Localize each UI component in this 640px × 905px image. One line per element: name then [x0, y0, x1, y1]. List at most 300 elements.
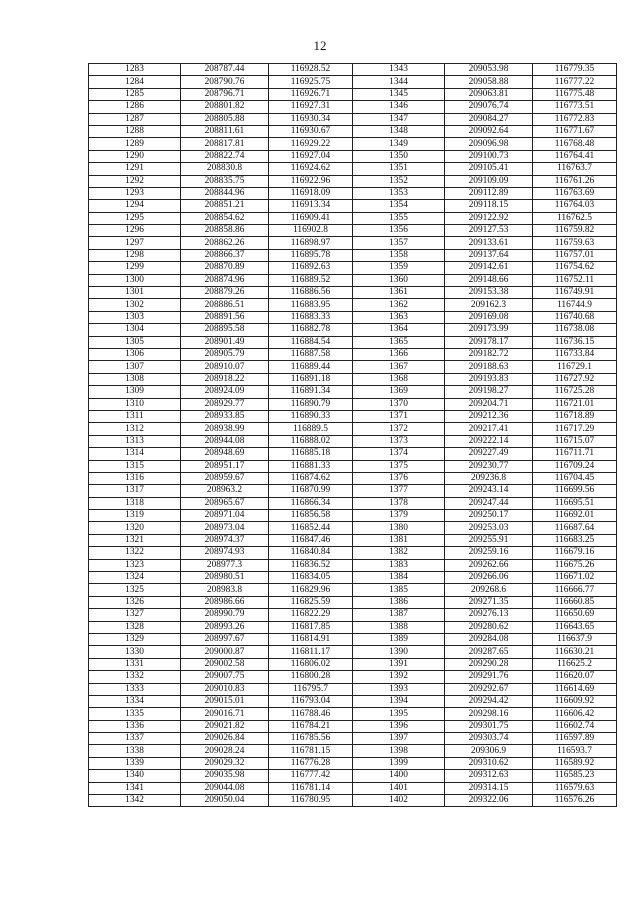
point-number-right: 1384 — [353, 572, 445, 584]
point-number-right: 1394 — [353, 695, 445, 707]
point-number-left: 1295 — [89, 212, 181, 224]
x-coordinate-right: 209303.74 — [445, 733, 533, 745]
point-number-right: 1387 — [353, 609, 445, 621]
point-number-left: 1336 — [89, 720, 181, 732]
y-coordinate-right: 116733.84 — [533, 348, 617, 360]
y-coordinate-right: 116671.02 — [533, 572, 617, 584]
point-number-left: 1291 — [89, 163, 181, 175]
table-row — [89, 584, 617, 596]
point-number-right: 1379 — [353, 510, 445, 522]
table-row — [89, 448, 617, 460]
table-row — [89, 534, 617, 546]
y-coordinate-left: 116885.18 — [269, 448, 353, 460]
x-coordinate-left: 208817.81 — [181, 138, 269, 150]
y-coordinate-left: 116883.33 — [269, 311, 353, 323]
x-coordinate-right: 209290.28 — [445, 658, 533, 670]
x-coordinate-left: 208983.8 — [181, 584, 269, 596]
point-number-right: 1377 — [353, 485, 445, 497]
x-coordinate-left: 208924.09 — [181, 386, 269, 398]
y-coordinate-right: 116606.42 — [533, 708, 617, 720]
y-coordinate-right: 116740.68 — [533, 311, 617, 323]
y-coordinate-left: 116795.7 — [269, 683, 353, 695]
y-coordinate-left: 116889.5 — [269, 423, 353, 435]
point-number-right: 1366 — [353, 348, 445, 360]
table-row — [89, 646, 617, 658]
point-number-left: 1306 — [89, 348, 181, 360]
x-coordinate-right: 209133.61 — [445, 237, 533, 249]
table-row — [89, 485, 617, 497]
table-row — [89, 324, 617, 336]
x-coordinate-right: 209291.76 — [445, 671, 533, 683]
point-number-left: 1317 — [89, 485, 181, 497]
table-row — [89, 596, 617, 608]
table-row — [89, 683, 617, 695]
table-row — [89, 88, 617, 100]
x-coordinate-right: 209230.77 — [445, 460, 533, 472]
y-coordinate-right: 116643.65 — [533, 621, 617, 633]
point-number-right: 1364 — [353, 324, 445, 336]
x-coordinate-right: 209100.73 — [445, 150, 533, 162]
x-coordinate-right: 209096.98 — [445, 138, 533, 150]
x-coordinate-left: 208951.17 — [181, 460, 269, 472]
point-number-left: 1315 — [89, 460, 181, 472]
x-coordinate-left: 209000.87 — [181, 646, 269, 658]
table-row — [89, 287, 617, 299]
y-coordinate-left: 116888.02 — [269, 435, 353, 447]
point-number-right: 1390 — [353, 646, 445, 658]
table-row — [89, 175, 617, 187]
x-coordinate-right: 209222.14 — [445, 435, 533, 447]
x-coordinate-right: 209322.06 — [445, 795, 533, 807]
point-number-right: 1401 — [353, 782, 445, 794]
point-number-right: 1391 — [353, 658, 445, 670]
table-row — [89, 125, 617, 137]
point-number-left: 1330 — [89, 646, 181, 658]
point-number-right: 1392 — [353, 671, 445, 683]
point-number-right: 1402 — [353, 795, 445, 807]
table-row — [89, 113, 617, 125]
y-coordinate-left: 116930.34 — [269, 113, 353, 125]
x-coordinate-right: 209280.62 — [445, 621, 533, 633]
x-coordinate-left: 208844.96 — [181, 187, 269, 199]
y-coordinate-left: 116929.22 — [269, 138, 353, 150]
table-row — [89, 460, 617, 472]
y-coordinate-right: 116660.85 — [533, 596, 617, 608]
x-coordinate-left: 208822.74 — [181, 150, 269, 162]
x-coordinate-left: 208905.79 — [181, 348, 269, 360]
x-coordinate-right: 209243.14 — [445, 485, 533, 497]
point-number-left: 1307 — [89, 361, 181, 373]
point-number-left: 1318 — [89, 497, 181, 509]
point-number-right: 1375 — [353, 460, 445, 472]
x-coordinate-left: 208990.79 — [181, 609, 269, 621]
y-coordinate-right: 116620.07 — [533, 671, 617, 683]
y-coordinate-right: 116679.16 — [533, 547, 617, 559]
point-number-left: 1286 — [89, 101, 181, 113]
point-number-right: 1350 — [353, 150, 445, 162]
y-coordinate-right: 116757.01 — [533, 249, 617, 261]
table-row — [89, 138, 617, 150]
x-coordinate-right: 209173.99 — [445, 324, 533, 336]
point-number-right: 1371 — [353, 410, 445, 422]
x-coordinate-left: 208879.26 — [181, 287, 269, 299]
y-coordinate-left: 116814.91 — [269, 633, 353, 645]
y-coordinate-left: 116817.85 — [269, 621, 353, 633]
point-number-right: 1370 — [353, 398, 445, 410]
y-coordinate-left: 116852.44 — [269, 522, 353, 534]
point-number-right: 1362 — [353, 299, 445, 311]
x-coordinate-right: 209287.65 — [445, 646, 533, 658]
point-number-left: 1335 — [89, 708, 181, 720]
x-coordinate-right: 209188.63 — [445, 361, 533, 373]
x-coordinate-left: 209026.84 — [181, 733, 269, 745]
y-coordinate-left: 116856.58 — [269, 510, 353, 522]
y-coordinate-right: 116779.35 — [533, 64, 617, 76]
point-number-left: 1326 — [89, 596, 181, 608]
y-coordinate-right: 116637.9 — [533, 633, 617, 645]
point-number-right: 1352 — [353, 175, 445, 187]
y-coordinate-left: 116866.34 — [269, 497, 353, 509]
y-coordinate-left: 116811.17 — [269, 646, 353, 658]
coordinates-table — [88, 63, 617, 807]
y-coordinate-right: 116752.11 — [533, 274, 617, 286]
x-coordinate-right: 209298.16 — [445, 708, 533, 720]
x-coordinate-left: 208790.76 — [181, 76, 269, 88]
x-coordinate-left: 208851.21 — [181, 200, 269, 212]
point-number-right: 1372 — [353, 423, 445, 435]
x-coordinate-left: 208959.67 — [181, 472, 269, 484]
y-coordinate-right: 116576.26 — [533, 795, 617, 807]
point-number-right: 1373 — [353, 435, 445, 447]
table-row — [89, 472, 617, 484]
y-coordinate-right: 116666.77 — [533, 584, 617, 596]
x-coordinate-right: 209153.38 — [445, 287, 533, 299]
table-row — [89, 633, 617, 645]
point-number-left: 1300 — [89, 274, 181, 286]
point-number-right: 1388 — [353, 621, 445, 633]
y-coordinate-right: 116729.1 — [533, 361, 617, 373]
x-coordinate-right: 209063.81 — [445, 88, 533, 100]
point-number-left: 1302 — [89, 299, 181, 311]
x-coordinate-left: 209007.75 — [181, 671, 269, 683]
table-row — [89, 249, 617, 261]
y-coordinate-right: 116764.03 — [533, 200, 617, 212]
point-number-right: 1359 — [353, 262, 445, 274]
table-row — [89, 733, 617, 745]
x-coordinate-left: 208830.8 — [181, 163, 269, 175]
point-number-right: 1365 — [353, 336, 445, 348]
y-coordinate-left: 116892.63 — [269, 262, 353, 274]
y-coordinate-left: 116840.84 — [269, 547, 353, 559]
table-row — [89, 311, 617, 323]
point-number-right: 1395 — [353, 708, 445, 720]
point-number-right: 1353 — [353, 187, 445, 199]
x-coordinate-right: 209122.92 — [445, 212, 533, 224]
table-row — [89, 510, 617, 522]
table-row — [89, 559, 617, 571]
x-coordinate-left: 208997.67 — [181, 633, 269, 645]
x-coordinate-right: 209198.27 — [445, 386, 533, 398]
x-coordinate-left: 209016.71 — [181, 708, 269, 720]
table-row — [89, 299, 617, 311]
y-coordinate-left: 116889.44 — [269, 361, 353, 373]
y-coordinate-left: 116891.34 — [269, 386, 353, 398]
y-coordinate-left: 116887.58 — [269, 348, 353, 360]
table-row — [89, 274, 617, 286]
y-coordinate-right: 116762.5 — [533, 212, 617, 224]
y-coordinate-left: 116882.78 — [269, 324, 353, 336]
y-coordinate-left: 116928.52 — [269, 64, 353, 76]
y-coordinate-right: 116718.89 — [533, 410, 617, 422]
point-number-right: 1357 — [353, 237, 445, 249]
table-row — [89, 708, 617, 720]
y-coordinate-right: 116759.82 — [533, 225, 617, 237]
y-coordinate-left: 116927.31 — [269, 101, 353, 113]
x-coordinate-left: 208886.51 — [181, 299, 269, 311]
point-number-left: 1338 — [89, 745, 181, 757]
point-number-left: 1289 — [89, 138, 181, 150]
y-coordinate-left: 116909.41 — [269, 212, 353, 224]
x-coordinate-left: 209021.82 — [181, 720, 269, 732]
y-coordinate-left: 116913.34 — [269, 200, 353, 212]
y-coordinate-left: 116847.46 — [269, 534, 353, 546]
x-coordinate-right: 209137.64 — [445, 249, 533, 261]
x-coordinate-right: 209276.13 — [445, 609, 533, 621]
x-coordinate-right: 209227.49 — [445, 448, 533, 460]
point-number-left: 1313 — [89, 435, 181, 447]
table-row — [89, 262, 617, 274]
point-number-right: 1355 — [353, 212, 445, 224]
y-coordinate-left: 116788.46 — [269, 708, 353, 720]
x-coordinate-right: 209268.6 — [445, 584, 533, 596]
x-coordinate-left: 208993.26 — [181, 621, 269, 633]
table-row — [89, 237, 617, 249]
point-number-right: 1360 — [353, 274, 445, 286]
coordinates-table-body — [89, 64, 617, 807]
table-row — [89, 757, 617, 769]
y-coordinate-right: 116650.69 — [533, 609, 617, 621]
y-coordinate-left: 116781.14 — [269, 782, 353, 794]
table-row — [89, 547, 617, 559]
y-coordinate-right: 116736.15 — [533, 336, 617, 348]
point-number-right: 1363 — [353, 311, 445, 323]
table-row — [89, 410, 617, 422]
point-number-right: 1349 — [353, 138, 445, 150]
y-coordinate-right: 116711.71 — [533, 448, 617, 460]
point-number-right: 1389 — [353, 633, 445, 645]
table-row — [89, 745, 617, 757]
point-number-right: 1386 — [353, 596, 445, 608]
table-row — [89, 658, 617, 670]
x-coordinate-right: 209253.03 — [445, 522, 533, 534]
x-coordinate-left: 208801.82 — [181, 101, 269, 113]
point-number-right: 1351 — [353, 163, 445, 175]
table-row — [89, 386, 617, 398]
x-coordinate-right: 209294.42 — [445, 695, 533, 707]
point-number-left: 1340 — [89, 770, 181, 782]
table-row — [89, 150, 617, 162]
table-row — [89, 609, 617, 621]
y-coordinate-right: 116775.48 — [533, 88, 617, 100]
point-number-left: 1308 — [89, 373, 181, 385]
table-row — [89, 336, 617, 348]
x-coordinate-right: 209310.62 — [445, 757, 533, 769]
y-coordinate-right: 116749.91 — [533, 287, 617, 299]
point-number-right: 1346 — [353, 101, 445, 113]
point-number-left: 1321 — [89, 534, 181, 546]
point-number-left: 1298 — [89, 249, 181, 261]
x-coordinate-right: 209178.17 — [445, 336, 533, 348]
y-coordinate-left: 116806.02 — [269, 658, 353, 670]
x-coordinate-right: 209236.8 — [445, 472, 533, 484]
point-number-right: 1347 — [353, 113, 445, 125]
x-coordinate-left: 208854.62 — [181, 212, 269, 224]
x-coordinate-left: 208933.85 — [181, 410, 269, 422]
x-coordinate-right: 209127.53 — [445, 225, 533, 237]
point-number-right: 1367 — [353, 361, 445, 373]
y-coordinate-right: 116692.01 — [533, 510, 617, 522]
y-coordinate-right: 116727.92 — [533, 373, 617, 385]
y-coordinate-right: 116771.67 — [533, 125, 617, 137]
x-coordinate-left: 209050.04 — [181, 795, 269, 807]
x-coordinate-right: 209247.44 — [445, 497, 533, 509]
y-coordinate-left: 116784.21 — [269, 720, 353, 732]
y-coordinate-left: 116890.33 — [269, 410, 353, 422]
x-coordinate-left: 208835.75 — [181, 175, 269, 187]
point-number-right: 1380 — [353, 522, 445, 534]
y-coordinate-right: 116709.24 — [533, 460, 617, 472]
point-number-left: 1285 — [89, 88, 181, 100]
x-coordinate-right: 209058.88 — [445, 76, 533, 88]
table-row — [89, 76, 617, 88]
point-number-left: 1303 — [89, 311, 181, 323]
x-coordinate-left: 208901.49 — [181, 336, 269, 348]
point-number-right: 1374 — [353, 448, 445, 460]
x-coordinate-right: 209314.15 — [445, 782, 533, 794]
x-coordinate-left: 209029.32 — [181, 757, 269, 769]
y-coordinate-left: 116834.05 — [269, 572, 353, 584]
x-coordinate-left: 209010.83 — [181, 683, 269, 695]
x-coordinate-left: 208805.88 — [181, 113, 269, 125]
x-coordinate-right: 209142.61 — [445, 262, 533, 274]
x-coordinate-left: 208986.66 — [181, 596, 269, 608]
x-coordinate-right: 209092.64 — [445, 125, 533, 137]
table-row — [89, 187, 617, 199]
point-number-left: 1310 — [89, 398, 181, 410]
y-coordinate-left: 116800.28 — [269, 671, 353, 683]
table-row — [89, 361, 617, 373]
table-row — [89, 200, 617, 212]
y-coordinate-left: 116829.96 — [269, 584, 353, 596]
y-coordinate-left: 116785.56 — [269, 733, 353, 745]
y-coordinate-right: 116715.07 — [533, 435, 617, 447]
table-row — [89, 435, 617, 447]
point-number-left: 1314 — [89, 448, 181, 460]
x-coordinate-left: 208895.58 — [181, 324, 269, 336]
point-number-right: 1356 — [353, 225, 445, 237]
x-coordinate-left: 208811.61 — [181, 125, 269, 137]
point-number-left: 1290 — [89, 150, 181, 162]
x-coordinate-left: 208971.04 — [181, 510, 269, 522]
x-coordinate-right: 209262.66 — [445, 559, 533, 571]
point-number-left: 1332 — [89, 671, 181, 683]
x-coordinate-left: 208796.71 — [181, 88, 269, 100]
x-coordinate-right: 209212.36 — [445, 410, 533, 422]
y-coordinate-left: 116781.15 — [269, 745, 353, 757]
table-row — [89, 212, 617, 224]
y-coordinate-left: 116922.96 — [269, 175, 353, 187]
x-coordinate-left: 208858.86 — [181, 225, 269, 237]
point-number-left: 1316 — [89, 472, 181, 484]
point-number-left: 1294 — [89, 200, 181, 212]
x-coordinate-left: 208891.56 — [181, 311, 269, 323]
x-coordinate-right: 209053.98 — [445, 64, 533, 76]
y-coordinate-right: 116589.92 — [533, 757, 617, 769]
x-coordinate-right: 209112.89 — [445, 187, 533, 199]
point-number-left: 1293 — [89, 187, 181, 199]
point-number-right: 1397 — [353, 733, 445, 745]
y-coordinate-left: 116930.67 — [269, 125, 353, 137]
x-coordinate-left: 208929.77 — [181, 398, 269, 410]
point-number-left: 1324 — [89, 572, 181, 584]
y-coordinate-right: 116768.48 — [533, 138, 617, 150]
point-number-left: 1333 — [89, 683, 181, 695]
x-coordinate-right: 209259.16 — [445, 547, 533, 559]
point-number-left: 1337 — [89, 733, 181, 745]
point-number-left: 1304 — [89, 324, 181, 336]
point-number-right: 1348 — [353, 125, 445, 137]
point-number-left: 1323 — [89, 559, 181, 571]
point-number-left: 1334 — [89, 695, 181, 707]
table-row — [89, 64, 617, 76]
point-number-left: 1287 — [89, 113, 181, 125]
y-coordinate-right: 116764.41 — [533, 150, 617, 162]
x-coordinate-right: 209204.71 — [445, 398, 533, 410]
table-row — [89, 795, 617, 807]
y-coordinate-right: 116593.7 — [533, 745, 617, 757]
x-coordinate-right: 209118.15 — [445, 200, 533, 212]
table-row — [89, 720, 617, 732]
y-coordinate-left: 116777.42 — [269, 770, 353, 782]
y-coordinate-left: 116924.62 — [269, 163, 353, 175]
x-coordinate-right: 209255.91 — [445, 534, 533, 546]
x-coordinate-left: 208974.37 — [181, 534, 269, 546]
y-coordinate-right: 116763.69 — [533, 187, 617, 199]
point-number-right: 1345 — [353, 88, 445, 100]
y-coordinate-left: 116891.18 — [269, 373, 353, 385]
y-coordinate-right: 116777.22 — [533, 76, 617, 88]
y-coordinate-left: 116776.28 — [269, 757, 353, 769]
point-number-right: 1396 — [353, 720, 445, 732]
y-coordinate-right: 116721.01 — [533, 398, 617, 410]
y-coordinate-right: 116609.92 — [533, 695, 617, 707]
x-coordinate-right: 209250.17 — [445, 510, 533, 522]
y-coordinate-left: 116926.71 — [269, 88, 353, 100]
table-row — [89, 348, 617, 360]
y-coordinate-right: 116761.26 — [533, 175, 617, 187]
point-number-right: 1399 — [353, 757, 445, 769]
y-coordinate-right: 116738.08 — [533, 324, 617, 336]
point-number-left: 1297 — [89, 237, 181, 249]
y-coordinate-left: 116918.09 — [269, 187, 353, 199]
x-coordinate-left: 208944.08 — [181, 435, 269, 447]
x-coordinate-right: 209217.41 — [445, 423, 533, 435]
point-number-right: 1393 — [353, 683, 445, 695]
y-coordinate-left: 116822.29 — [269, 609, 353, 621]
point-number-left: 1296 — [89, 225, 181, 237]
y-coordinate-right: 116699.56 — [533, 485, 617, 497]
point-number-left: 1331 — [89, 658, 181, 670]
